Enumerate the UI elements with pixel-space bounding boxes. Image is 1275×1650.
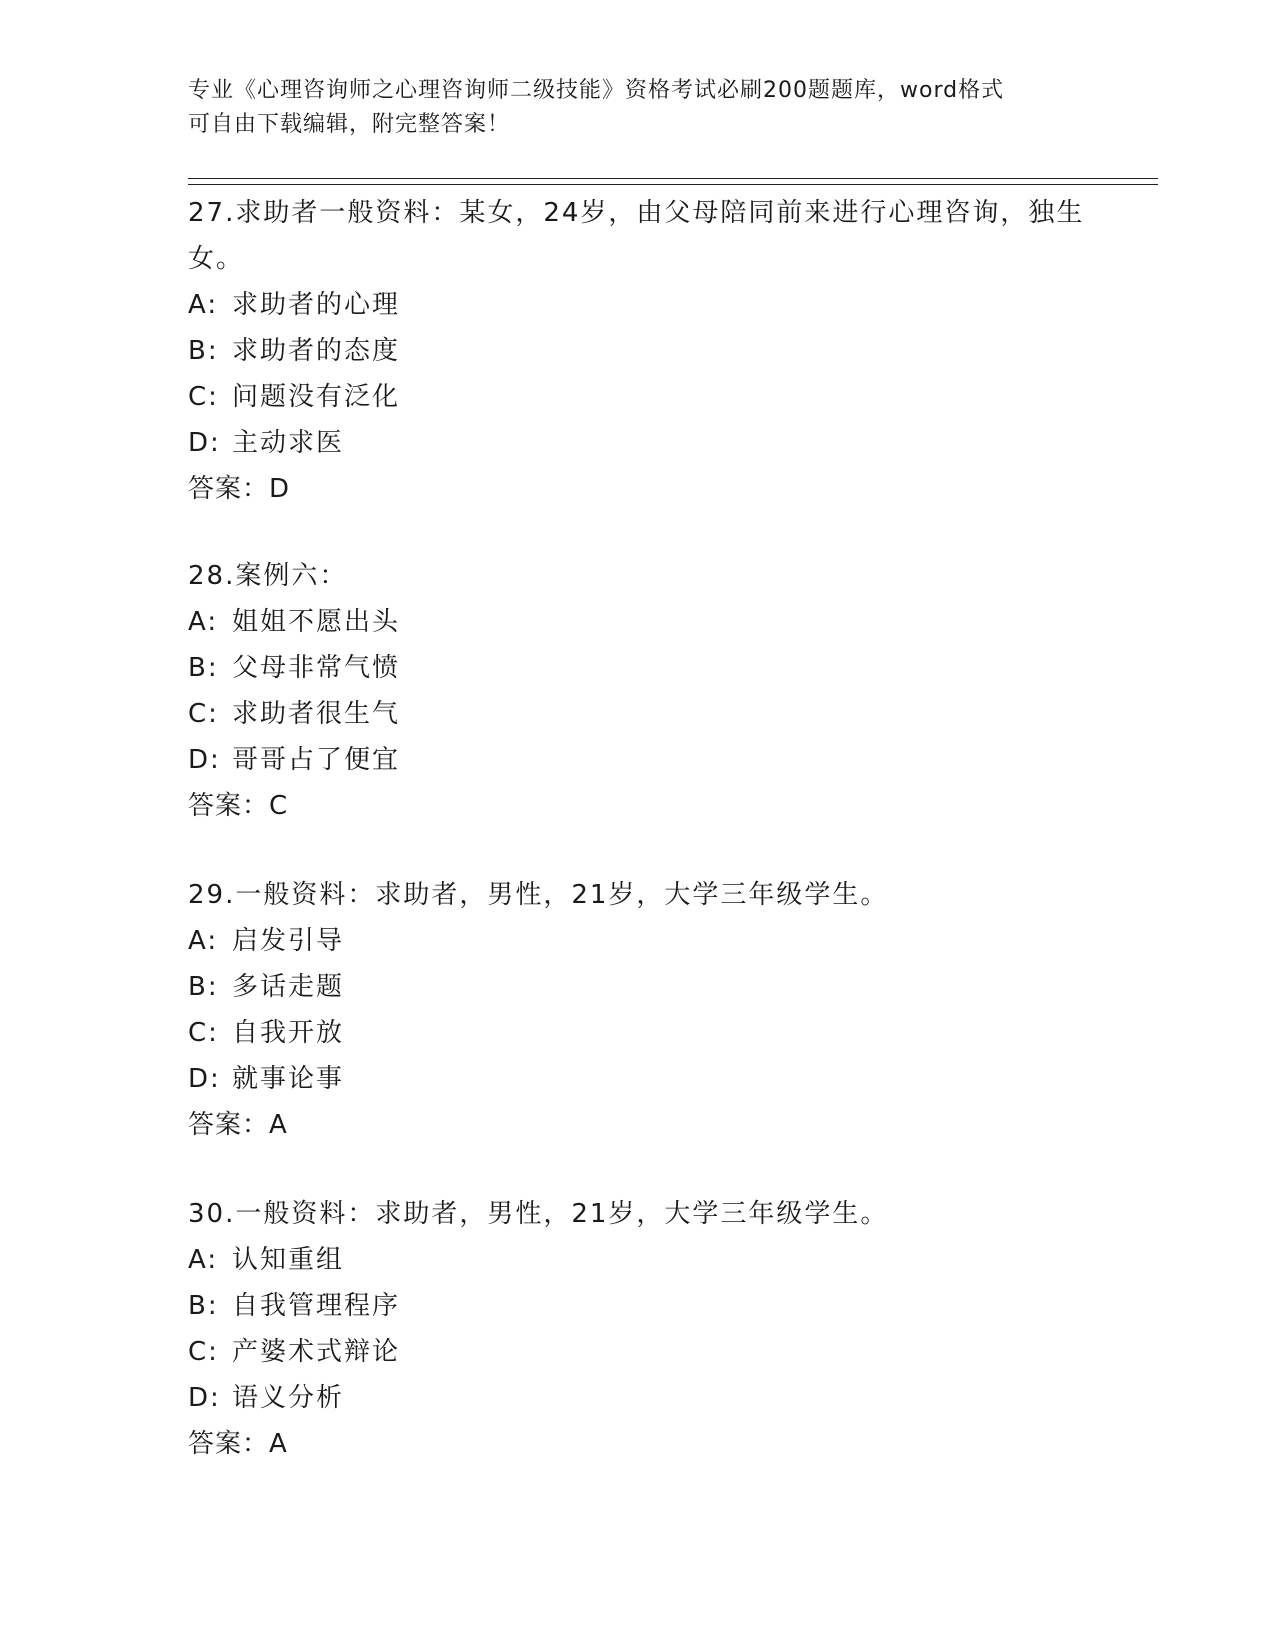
question-stem: 28.案例六： [188, 561, 348, 591]
option-letter: D: [188, 428, 221, 458]
option-letter: A: [188, 926, 219, 956]
answer-line: 答案：C [188, 791, 289, 821]
option-c [188, 691, 1088, 737]
option-text: 主动求医 [232, 428, 345, 458]
option-text: 姐姐不愿出头 [232, 607, 401, 637]
option-a [188, 918, 1088, 964]
option-text: 就事论事 [232, 1064, 345, 1094]
question-29 [188, 872, 1088, 1148]
option-letter: A: [188, 1245, 219, 1275]
option-text: 自我开放 [232, 1018, 345, 1048]
option-b [188, 964, 1088, 1010]
option-text: 启发引导 [232, 926, 345, 956]
option-letter: A: [188, 607, 219, 637]
option-d [188, 1056, 1088, 1102]
option-b [188, 1283, 1088, 1329]
option-letter: B: [188, 653, 219, 683]
option-text: 认知重组 [232, 1245, 345, 1275]
option-b [188, 645, 1088, 691]
option-text: 自我管理程序 [232, 1291, 401, 1321]
option-c [188, 1329, 1088, 1375]
option-d [188, 1375, 1088, 1421]
option-letter: B: [188, 336, 219, 366]
option-d [188, 737, 1088, 783]
option-letter: D: [188, 745, 221, 775]
option-d [188, 420, 1088, 466]
answer-line: 答案：D [188, 474, 291, 504]
option-c [188, 374, 1088, 420]
option-a [188, 1237, 1088, 1283]
header-title-line2: 可自由下载编辑，附完整答案！ [188, 112, 511, 137]
option-text: 多话走题 [232, 972, 345, 1002]
option-text: 求助者很生气 [232, 699, 401, 729]
option-b [188, 328, 1088, 374]
option-letter: A: [188, 290, 219, 320]
option-letter: D: [188, 1383, 221, 1413]
option-letter: B: [188, 972, 219, 1002]
option-a [188, 599, 1088, 645]
option-text: 问题没有泛化 [232, 382, 401, 412]
header-double-rule [188, 178, 1158, 185]
question-27 [188, 190, 1088, 512]
option-text: 求助者的心理 [232, 290, 401, 320]
option-letter: B: [188, 1291, 219, 1321]
option-letter: C: [188, 382, 219, 412]
option-text: 哥哥占了便宜 [232, 745, 401, 775]
option-a [188, 282, 1088, 328]
option-letter: D: [188, 1064, 221, 1094]
answer-line: 答案：A [188, 1110, 288, 1140]
question-stem: 27.求助者一般资料：某女，24岁，由父母陪同前来进行心理咨询，独生女。 [188, 198, 1085, 274]
question-stem: 29.一般资料：求助者，男性，21岁，大学三年级学生。 [188, 880, 889, 910]
answer-line: 答案：A [188, 1429, 288, 1459]
option-letter: C: [188, 1018, 219, 1048]
question-stem: 30.一般资料：求助者，男性，21岁，大学三年级学生。 [188, 1199, 889, 1229]
option-c [188, 1010, 1088, 1056]
option-text: 产婆术式辩论 [232, 1337, 401, 1367]
question-30 [188, 1191, 1088, 1467]
option-text: 父母非常气愤 [232, 653, 401, 683]
document-header [188, 74, 1068, 142]
option-letter: C: [188, 1337, 219, 1367]
header-title-line1: 专业《心理咨询师之心理咨询师二级技能》资格考试必刷200题题库，word格式 [188, 78, 1005, 103]
option-text: 求助者的态度 [232, 336, 401, 366]
question-28 [188, 553, 1088, 829]
option-letter: C: [188, 699, 219, 729]
option-text: 语义分析 [232, 1383, 345, 1413]
